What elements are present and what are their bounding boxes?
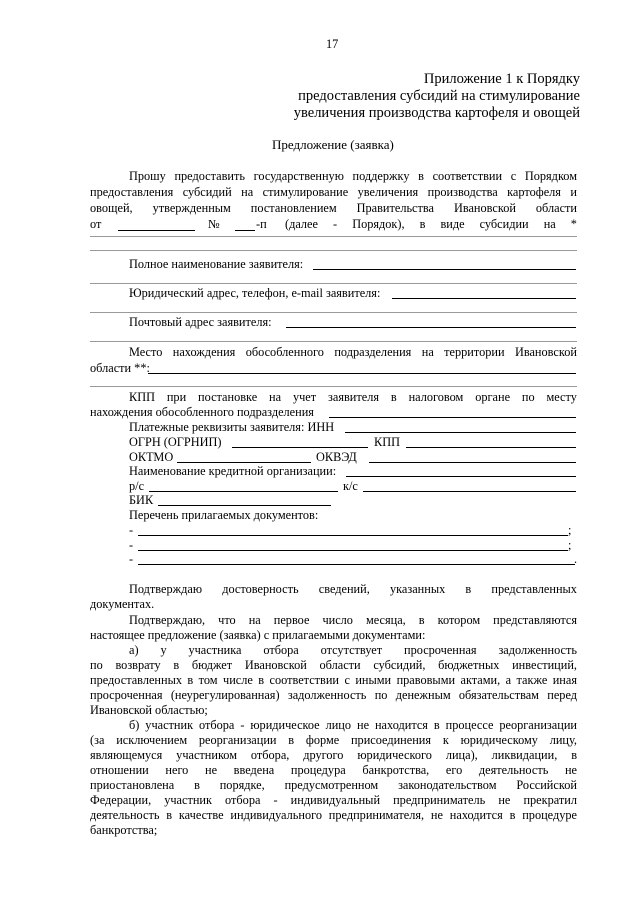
word: достоверность xyxy=(222,582,299,596)
word: подразделения xyxy=(334,345,412,359)
word: просроченная xyxy=(404,643,477,657)
word: в xyxy=(419,217,426,231)
full-name-input[interactable] xyxy=(313,269,576,270)
documents-list-label: Перечень прилагаемых документов: xyxy=(129,508,319,522)
word: области xyxy=(535,201,577,215)
word: Ивановской xyxy=(514,345,577,359)
item-a-line-4: просроченная (неурегулированная) задолженность по денежным обязательствам перед xyxy=(90,688,577,702)
word: сведений, xyxy=(318,582,370,596)
number-blank[interactable] xyxy=(235,230,255,231)
okved-input[interactable] xyxy=(369,462,576,463)
intro-line-3 xyxy=(90,202,577,214)
dash-marker: - xyxy=(129,538,134,552)
word: месту xyxy=(546,390,577,404)
confirm-p1-line-2: документах. xyxy=(90,597,155,611)
item-b-line-6: Федерации, участник отбора - индивидуальный предприниматель не прекратил xyxy=(90,793,577,807)
word: на xyxy=(421,345,434,359)
word: заявителя xyxy=(328,390,379,404)
word: представленных xyxy=(491,582,577,596)
inn-input[interactable] xyxy=(345,432,576,433)
bank-name-label: Наименование кредитной организации: xyxy=(129,464,337,478)
word: отношении xyxy=(90,763,149,777)
full-name-input-line-2[interactable] xyxy=(90,283,577,284)
legal-address-input[interactable] xyxy=(392,298,576,299)
oktmo-input[interactable] xyxy=(177,462,311,463)
word: порядке, xyxy=(219,778,265,792)
postal-address-input[interactable] xyxy=(286,327,576,328)
rs-input[interactable] xyxy=(149,491,338,492)
item-a-line-2: по возврату в бюджет Ивановской области субсидий, бюджетных инвестиций, xyxy=(90,658,577,672)
appendix-line-1: Приложение 1 к Порядку xyxy=(423,71,580,87)
word: по xyxy=(521,390,535,404)
item-a-line-3: предоставленных в том числе в соответствии с иными правовыми актами, а также иная xyxy=(90,673,577,687)
location-input-line-2[interactable] xyxy=(90,386,577,387)
word: (далее xyxy=(285,217,318,231)
word: в xyxy=(465,582,472,596)
item-a-line-5: Ивановской областью; xyxy=(90,703,208,717)
word: виде xyxy=(440,217,465,231)
subsidy-purpose-line-1[interactable] xyxy=(90,236,577,237)
word: налоговом xyxy=(408,390,464,404)
appendix-line-2: предоставления субсидий на стимулирование xyxy=(298,88,580,104)
word: у xyxy=(160,643,167,657)
word: овощей, xyxy=(90,201,133,215)
word: не xyxy=(564,763,577,777)
document-line-1[interactable] xyxy=(138,535,568,536)
ks-label: к/с xyxy=(343,479,358,493)
bik-label: БИК xyxy=(129,493,154,507)
word: не xyxy=(204,763,218,777)
oktmo-label: ОКТМО xyxy=(129,450,174,464)
location-input[interactable] xyxy=(148,373,576,374)
intro-line-4 xyxy=(285,218,577,230)
word: субсидии xyxy=(479,217,529,231)
subsidy-purpose-line-2[interactable] xyxy=(90,250,577,251)
word: процедура xyxy=(290,763,346,777)
document-line-2[interactable] xyxy=(138,550,568,551)
word: отбора xyxy=(263,643,299,657)
word: отсутствует xyxy=(320,643,383,657)
ogrn-label: ОГРН (ОГРНИП) xyxy=(129,435,222,449)
word: Место xyxy=(129,345,163,359)
item-b-line-5 xyxy=(90,779,577,791)
semicolon-marker: ; xyxy=(568,523,572,537)
word: при xyxy=(166,390,187,404)
postal-address-label: Почтовый адрес заявителя: xyxy=(129,315,272,329)
word: утвержденным xyxy=(152,201,231,215)
document-line-3[interactable] xyxy=(138,564,575,565)
item-b-line-2: (за исключением реорганизации в форме присоединения к юридическому лицу, xyxy=(90,733,577,747)
word: законодательством xyxy=(398,778,497,792)
word: территории xyxy=(444,345,505,359)
ogrn-input[interactable] xyxy=(232,447,368,448)
word: в xyxy=(390,390,397,404)
word: него xyxy=(165,763,189,777)
word: Российской xyxy=(516,778,577,792)
rs-label: р/с xyxy=(129,479,145,493)
page-number: 17 xyxy=(326,37,339,51)
word: введена xyxy=(233,763,275,777)
intro-line-1: Прошу предоставить государственную поддержку в соответствии с Порядком xyxy=(129,169,577,183)
word: в xyxy=(194,778,200,792)
word: указанных xyxy=(389,582,446,596)
confirm-p2-line-1: Подтверждаю, что на первое число месяца, в котором представляются xyxy=(129,613,577,627)
ks-input[interactable] xyxy=(363,491,576,492)
confirm-p2-line-2: настоящее предложение (заявка) с прилагаемыми документами: xyxy=(90,628,426,642)
word: его xyxy=(445,763,463,777)
word: Правительства xyxy=(356,201,434,215)
intro-no: № xyxy=(208,217,220,231)
word: участника xyxy=(188,643,242,657)
word: органе xyxy=(475,390,511,404)
word: на xyxy=(543,217,556,231)
okved-label: ОКВЭД xyxy=(316,450,357,464)
doc-title: Предложение (заявка) xyxy=(272,137,394,152)
dash-marker: - xyxy=(129,523,134,537)
payment-inn-label: Платежные реквизиты заявителя: ИНН xyxy=(129,420,335,434)
item-b-line-7: деятельность в качестве индивидуального предпринимателя, не находится в процедуре xyxy=(90,808,577,822)
item-a-line-1 xyxy=(129,644,577,656)
word: постановке xyxy=(198,390,258,404)
bank-name-input[interactable] xyxy=(346,476,576,477)
word: приостановлена xyxy=(90,778,175,792)
full-name-label: Полное наименование заявителя: xyxy=(129,257,304,271)
postal-address-input-line-2[interactable] xyxy=(90,341,577,342)
word: КПП xyxy=(129,390,155,404)
word: обособленного xyxy=(245,345,324,359)
date-blank[interactable] xyxy=(118,230,195,231)
location-line-1 xyxy=(129,346,577,358)
word: а) xyxy=(129,643,139,657)
item-b-line-4 xyxy=(90,764,577,776)
word: задолженность xyxy=(498,643,577,657)
kpp-input[interactable] xyxy=(406,447,576,448)
word: банкротства, xyxy=(362,763,430,777)
kpp-label: КПП xyxy=(374,435,400,449)
location-label: области **: xyxy=(90,361,150,375)
item-b-line-8: банкротства; xyxy=(90,823,158,837)
period-marker: . xyxy=(574,552,578,566)
dash-marker: - xyxy=(129,552,134,566)
word: Ивановской xyxy=(453,201,516,215)
word: предусмотренном xyxy=(284,778,379,792)
word: * xyxy=(570,217,577,231)
legal-address-label: Юридический адрес, телефон, e-mail заявителя: xyxy=(129,286,381,300)
intro-line-2: предоставления субсидий на стимулирование увеличения производства картофеля и xyxy=(90,185,577,199)
word: на xyxy=(269,390,282,404)
word: нахождения xyxy=(172,345,236,359)
kpp-subdivision-input[interactable] xyxy=(329,417,576,418)
kpp-subdivision-label: нахождения обособленного подразделения xyxy=(90,405,314,419)
word: постановлением xyxy=(250,201,337,215)
legal-address-input-line-2[interactable] xyxy=(90,312,577,313)
intro-ot: от xyxy=(90,217,102,231)
item-b-line-1: б) участник отбора - юридическое лицо не находится в процессе реорганизации xyxy=(129,718,577,732)
bik-input[interactable] xyxy=(158,505,331,506)
intro-p: -п xyxy=(256,217,267,231)
kpp-subdivision-line-1 xyxy=(129,391,577,403)
semicolon-marker: ; xyxy=(568,538,572,552)
item-b-line-3: являющемуся участником отбора, другого юридического лица), ликвидации, в xyxy=(90,748,577,762)
word: Порядок), xyxy=(352,217,405,231)
word: - xyxy=(333,217,338,231)
word: учет xyxy=(292,390,317,404)
word: Подтверждаю xyxy=(129,582,203,596)
confirm-p1-line-1 xyxy=(129,583,577,595)
word: деятельность xyxy=(478,763,549,777)
appendix-line-3: увеличения производства картофеля и овощей xyxy=(293,105,580,121)
